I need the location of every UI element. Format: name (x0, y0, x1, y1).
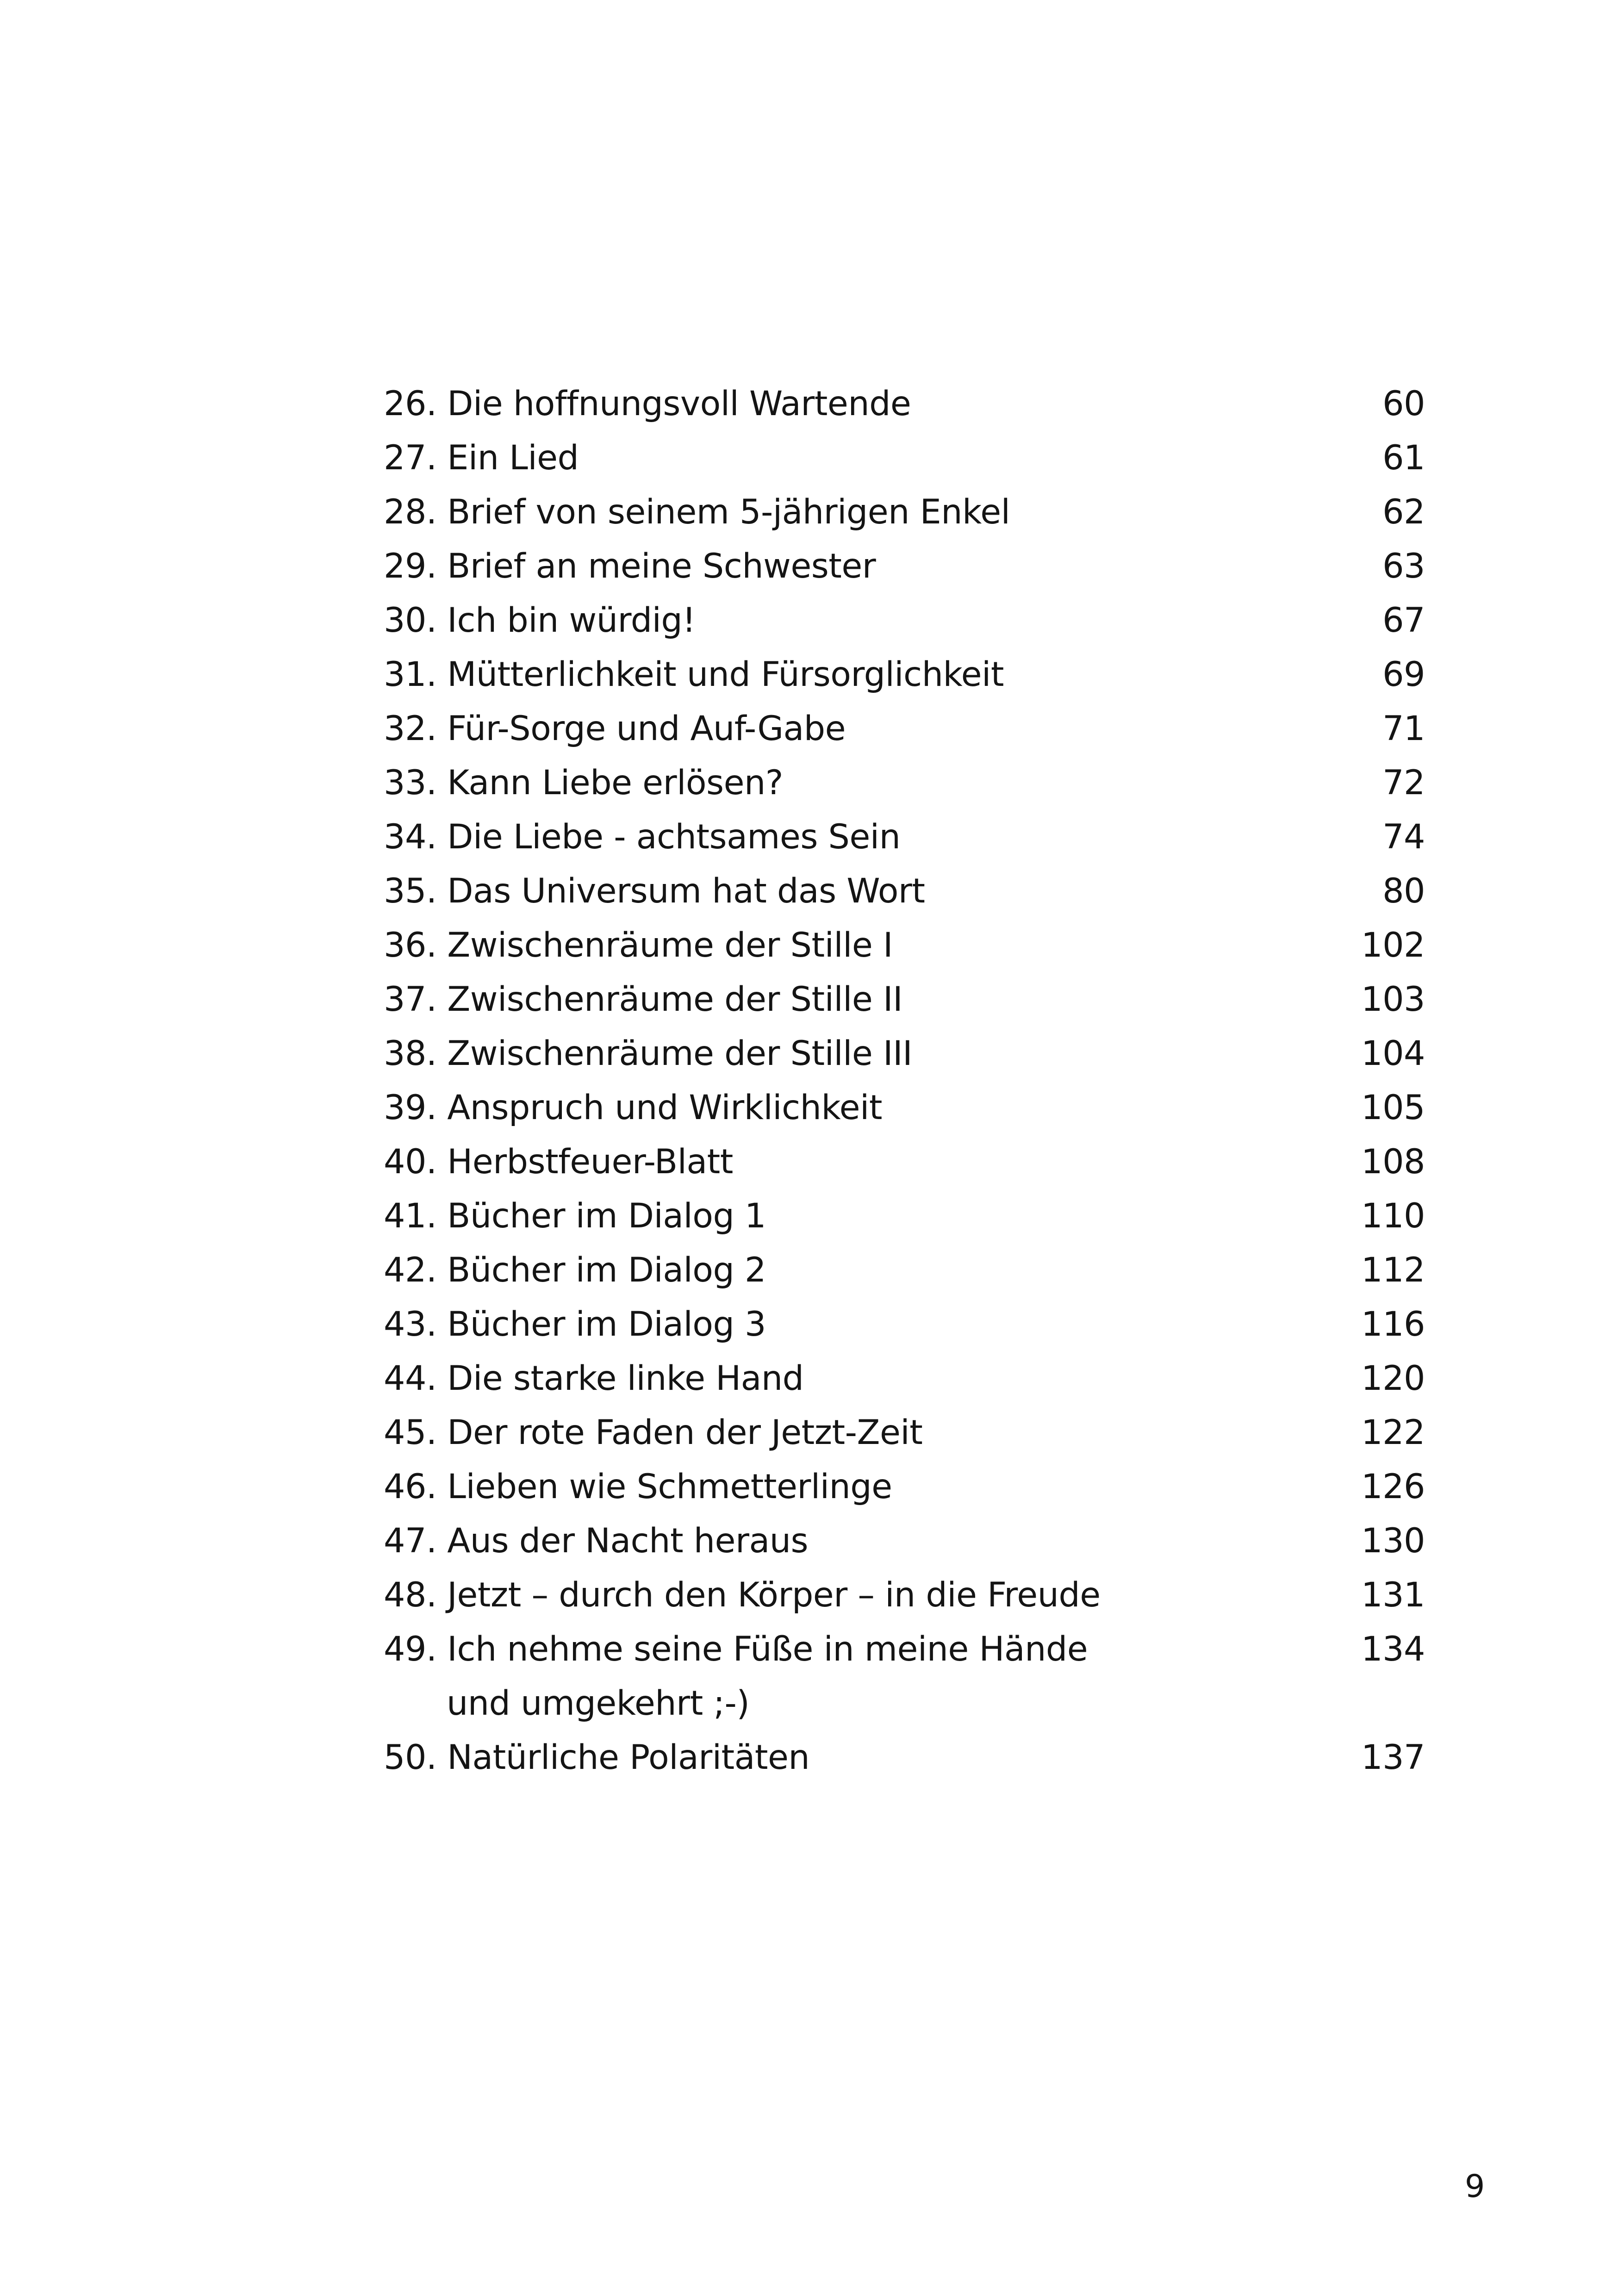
toc-entry-title (384, 1514, 1346, 1568)
toc-entry-title (384, 918, 1346, 972)
toc-entry-title (384, 1081, 1346, 1135)
toc-entry-title-text: 44. Die starke linke Hand (384, 1359, 804, 1398)
toc-entry-page: 122 (1361, 1413, 1425, 1452)
toc-entry (384, 1081, 1425, 1135)
toc-entry-title (384, 972, 1346, 1027)
toc-entry-title (384, 377, 1346, 431)
toc-entry-title-text: 50. Natürliche Polaritäten (384, 1738, 810, 1777)
toc-entry (384, 1135, 1425, 1189)
table-of-contents (384, 377, 1425, 1785)
toc-entry-title-text: 48. Jetzt – durch den Körper – in die Freude (384, 1575, 1101, 1615)
toc-entry-title (384, 431, 1346, 485)
toc-entry-page: 105 (1361, 1088, 1425, 1127)
toc-entry (384, 756, 1425, 810)
toc-entry-page: 63 (1382, 547, 1425, 586)
toc-entry-title (384, 1027, 1346, 1081)
toc-entry (384, 1730, 1425, 1785)
toc-entry-title-continuation: und umgekehrt ;-) (447, 1684, 750, 1723)
toc-entry-page: 116 (1361, 1305, 1425, 1344)
toc-entry (384, 810, 1425, 864)
toc-entry-title-text: 34. Die Liebe - achtsames Sein (384, 817, 901, 857)
toc-entry (384, 1514, 1425, 1568)
toc-entry-title (384, 864, 1346, 918)
toc-entry-page: 104 (1361, 1034, 1425, 1073)
toc-entry-page: 71 (1382, 709, 1425, 748)
toc-entry (384, 972, 1425, 1027)
toc-entry-title-text: 30. Ich bin würdig! (384, 601, 696, 640)
toc-entry-page: 103 (1361, 980, 1425, 1019)
page-number: 9 (1465, 2168, 1485, 2205)
toc-entry-title-text: 26. Die hoffnungsvoll Wartende (384, 384, 911, 423)
toc-entry (384, 1406, 1425, 1460)
toc-entry-title (384, 810, 1346, 864)
toc-entry (384, 431, 1425, 485)
toc-entry (384, 377, 1425, 431)
toc-entry-title (384, 1568, 1346, 1622)
toc-entry-title-text: 41. Bücher im Dialog 1 (384, 1196, 766, 1236)
toc-entry-page: 102 (1361, 926, 1425, 965)
toc-entry-title (384, 1460, 1346, 1514)
toc-entry (384, 1351, 1425, 1406)
toc-entry-title-text: 37. Zwischenräume der Stille II (384, 980, 903, 1019)
toc-entry (384, 1189, 1425, 1243)
toc-entry-page: 62 (1382, 492, 1425, 532)
toc-entry-title (384, 539, 1346, 593)
toc-entry-title-text: 43. Bücher im Dialog 3 (384, 1305, 766, 1344)
toc-entry-page: 72 (1382, 763, 1425, 803)
toc-entry-title (384, 593, 1346, 647)
toc-entry (384, 1460, 1425, 1514)
toc-entry (384, 1622, 1425, 1730)
toc-entry-page: 126 (1361, 1467, 1425, 1506)
toc-entry-title-text: 31. Mütterlichkeit und Fürsorglichkeit (384, 655, 1004, 694)
toc-entry (384, 1568, 1425, 1622)
toc-entry-page: 131 (1361, 1575, 1425, 1615)
toc-entry-title-text: 40. Herbstfeuer-Blatt (384, 1142, 733, 1182)
toc-entry-page: 130 (1361, 1521, 1425, 1561)
toc-entry (384, 1027, 1425, 1081)
toc-entry-page: 69 (1382, 655, 1425, 694)
toc-entry-title (384, 647, 1346, 702)
toc-entry-page: 137 (1361, 1738, 1425, 1777)
toc-entry-page: 74 (1382, 817, 1425, 857)
toc-entry-title (384, 756, 1346, 810)
toc-entry-title (384, 1406, 1346, 1460)
toc-entry-title-text: 28. Brief von seinem 5-jährigen Enkel (384, 492, 1010, 532)
toc-entry-title-text: 32. Für-Sorge und Auf-Gabe (384, 709, 846, 748)
toc-entry-title (384, 485, 1346, 539)
toc-entry-page: 110 (1361, 1196, 1425, 1236)
toc-entry-title-text: 29. Brief an meine Schwester (384, 547, 876, 586)
toc-entry-title-text: 49. Ich nehme seine Füße in meine Hände (384, 1630, 1088, 1669)
toc-entry-page: 112 (1361, 1251, 1425, 1290)
toc-entry-title (384, 1189, 1346, 1243)
toc-entry (384, 647, 1425, 702)
toc-entry-title (384, 1622, 1346, 1730)
toc-entry-title (384, 702, 1346, 756)
toc-entry-title (384, 1351, 1346, 1406)
toc-entry-page: 134 (1361, 1630, 1425, 1669)
toc-entry-title (384, 1730, 1346, 1785)
toc-entry-page: 108 (1361, 1142, 1425, 1182)
toc-entry-title-text: 38. Zwischenräume der Stille III (384, 1034, 913, 1073)
toc-entry-title-text: 45. Der rote Faden der Jetzt-Zeit (384, 1413, 923, 1452)
toc-entry-title (384, 1135, 1346, 1189)
toc-entry-page: 60 (1382, 384, 1425, 423)
toc-entry (384, 1243, 1425, 1297)
toc-entry-page: 61 (1382, 438, 1425, 478)
toc-entry (384, 593, 1425, 647)
toc-entry (384, 539, 1425, 593)
toc-entry-title (384, 1243, 1346, 1297)
toc-entry (384, 1297, 1425, 1351)
toc-entry (384, 918, 1425, 972)
toc-entry-title-text: 47. Aus der Nacht heraus (384, 1521, 809, 1561)
toc-entry-title-text: 35. Das Universum hat das Wort (384, 871, 925, 911)
toc-entry (384, 485, 1425, 539)
toc-entry-title (384, 1297, 1346, 1351)
toc-entry-title-text: 42. Bücher im Dialog 2 (384, 1251, 766, 1290)
toc-entry (384, 864, 1425, 918)
toc-entry-title-text: 27. Ein Lied (384, 438, 579, 478)
toc-entry-title-text: 33. Kann Liebe erlösen? (384, 763, 784, 803)
toc-entry-page: 67 (1382, 601, 1425, 640)
toc-entry-page: 80 (1382, 871, 1425, 911)
toc-entry-title-text: 46. Lieben wie Schmetterlinge (384, 1467, 892, 1506)
toc-entry-title-text: 39. Anspruch und Wirklichkeit (384, 1088, 882, 1127)
toc-entry-page: 120 (1361, 1359, 1425, 1398)
toc-entry (384, 702, 1425, 756)
toc-entry-title-text: 36. Zwischenräume der Stille I (384, 926, 893, 965)
